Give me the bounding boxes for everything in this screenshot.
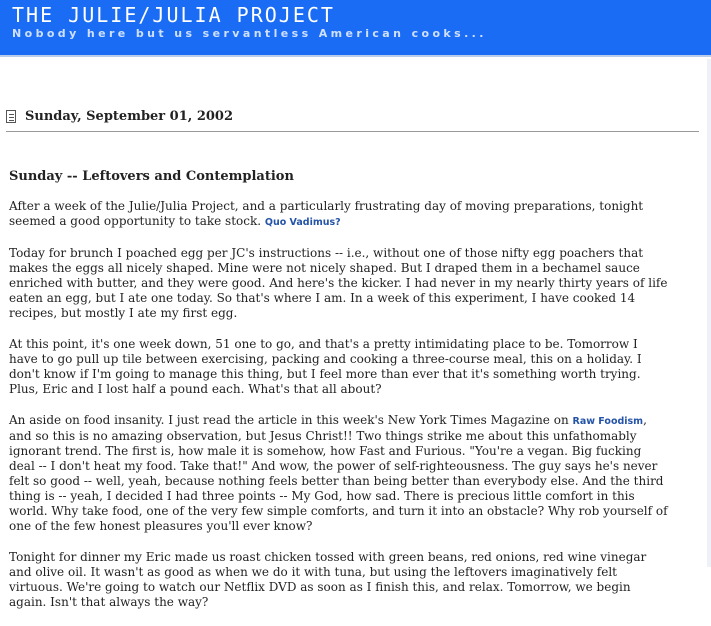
post-paragraph: At this point, it's one week down, 51 one to go, and that's a pretty intimidating place to be. Tomorrow I have to go pull up tile between exercising, packing and cooking a three-course meal, this on a holiday. I don't know if I'm going to manage this thing, but I feel more than ever that it's something worth trying. Plus, Eric and I lost half a pound each. What's that all about? — [9, 337, 642, 396]
blog-post — [9, 169, 669, 626]
post-title: Sunday -- Leftovers and Contemplation — [9, 169, 294, 184]
post-paragraph: Tonight for dinner my Eric made us roast chicken tossed with green beans, red onions, red wine vinegar and olive oil. It wasn't as good as when we do it with tuna, but using the leftovers imaginatively felt virtuous. We're going to watch our Netflix DVD as soon as I finish this, and relax. Tomorrow, we begin again. Isn't that always the way? — [9, 550, 647, 609]
post-paragraph — [9, 199, 669, 230]
date-header — [6, 109, 699, 132]
document-icon — [6, 110, 16, 123]
post-paragraph — [9, 413, 669, 534]
scrollbar[interactable] — [707, 59, 711, 567]
paragraph-text: , and so this is no amazing observation, but Jesus Christ!! Two things strike me about this unfathomably ignorant trend. The first is, how male it is somehow, how Fast and Furious. "You're a vegan. Big fucking deal -- I don't heat my food. Take that!" And wow, the power of self-righteousness. The guy says he's never felt so good -- well, yeah, because nothing feels better than being better than everybody else. And the third thing is -- yeah, I decided I had three points -- My God, how sad. There is precious little comfort in this world. Why take food, one of the very few simple comforts, and turn it into an obstacle? Why rob yourself of one of the few honest pleasures you'll ever know? — [9, 413, 668, 533]
post-date: Sunday, September 01, 2002 — [25, 109, 234, 124]
blog-title[interactable]: THE JULIE/JULIA PROJECT — [12, 3, 335, 27]
post-paragraph: Today for brunch I poached egg per JC's instructions -- i.e., without one of those nifty egg poachers that makes the eggs all nicely shaped. Mine were not nicely shaped. But I draped them in a bechamel sauce enriched with butter, and they were good. And here's the kicker. I had never in my nearly thirty years of life eaten an egg, but I ate one today. So that's where I am. In a week of this experiment, I have cooked 14 recipes, but mostly I ate my first egg. — [9, 246, 668, 320]
paragraph-text: After a week of the Julie/Julia Project, and a particularly frustrating day of moving preparations, tonight seemed a good opportunity to take stock. — [9, 199, 644, 228]
blog-subtitle: Nobody here but us servantless American cooks... — [12, 27, 487, 40]
paragraph-text: An aside on food insanity. I just read the article in this week's New York Times Magazine on — [9, 413, 573, 427]
blog-header — [0, 0, 711, 57]
quo-vadimus-link[interactable]: Quo Vadimus? — [264, 217, 341, 228]
raw-foodism-link[interactable]: Raw Foodism — [572, 416, 644, 427]
